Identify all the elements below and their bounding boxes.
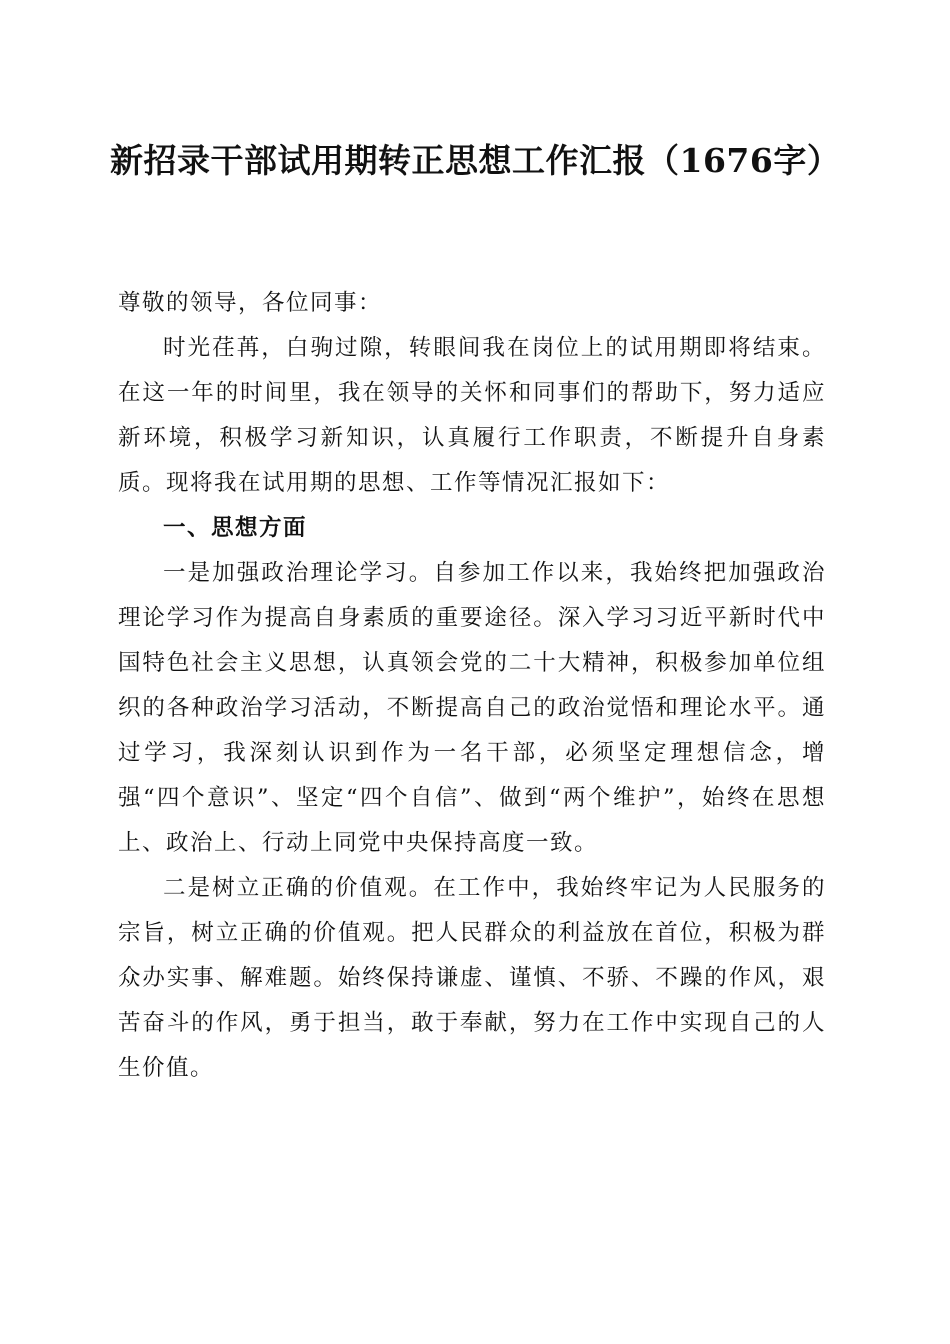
paragraph-text: 在工作中，我始终牢记为人民服务的宗旨，树立正确的价值观。把人民群众的利益放在首位，积极为群众办实事、解难题。始终保持谦虚、谨慎、不骄、不躁的作风，艰苦奋斗的作风，勇于担当，敢于奉献，努力在工作中实现自己的人生价值。 (118, 875, 826, 1081)
section-heading: 一、思想方面 (163, 515, 308, 541)
paragraph-text: 自参加工作以来，我始终把加强政治理论学习作为提高自身素质的重要途径。深入学习习近平新时代中国特色社会主义思想，认真领会党的二十大精神，积极参加单位组织的各种政治学习活动，不断提高自己的政治觉悟和理论水平。通过学习，我深刻认识到作为一名干部，必须坚定理想信念，增强“四个意识”、坚定“四个自信”、做到“两个维护”，始终在思想上、政治上、行动上同党中央保持高度一致。 (118, 560, 826, 856)
document-body (118, 281, 826, 1091)
paragraph-political-study (118, 551, 826, 866)
document-title: 新招录干部试用期转正思想工作汇报（1676字） (110, 141, 841, 180)
paragraph-values (118, 866, 826, 1091)
intro-paragraph: 时光荏苒，白驹过隙，转眼间我在岗位上的试用期即将结束。在这一年的时间里，我在领导的关怀和同事们的帮助下，努力适应新环境，积极学习新知识，认真履行工作职责，不断提升自身素质。现将我在试用期的思想、工作等情况汇报如下： (118, 335, 826, 496)
salutation: 尊敬的领导，各位同事： (118, 290, 383, 316)
paragraph-lead: 二是树立正确的价值观。 (163, 875, 434, 901)
paragraph-lead: 一是加强政治理论学习。 (163, 560, 434, 586)
